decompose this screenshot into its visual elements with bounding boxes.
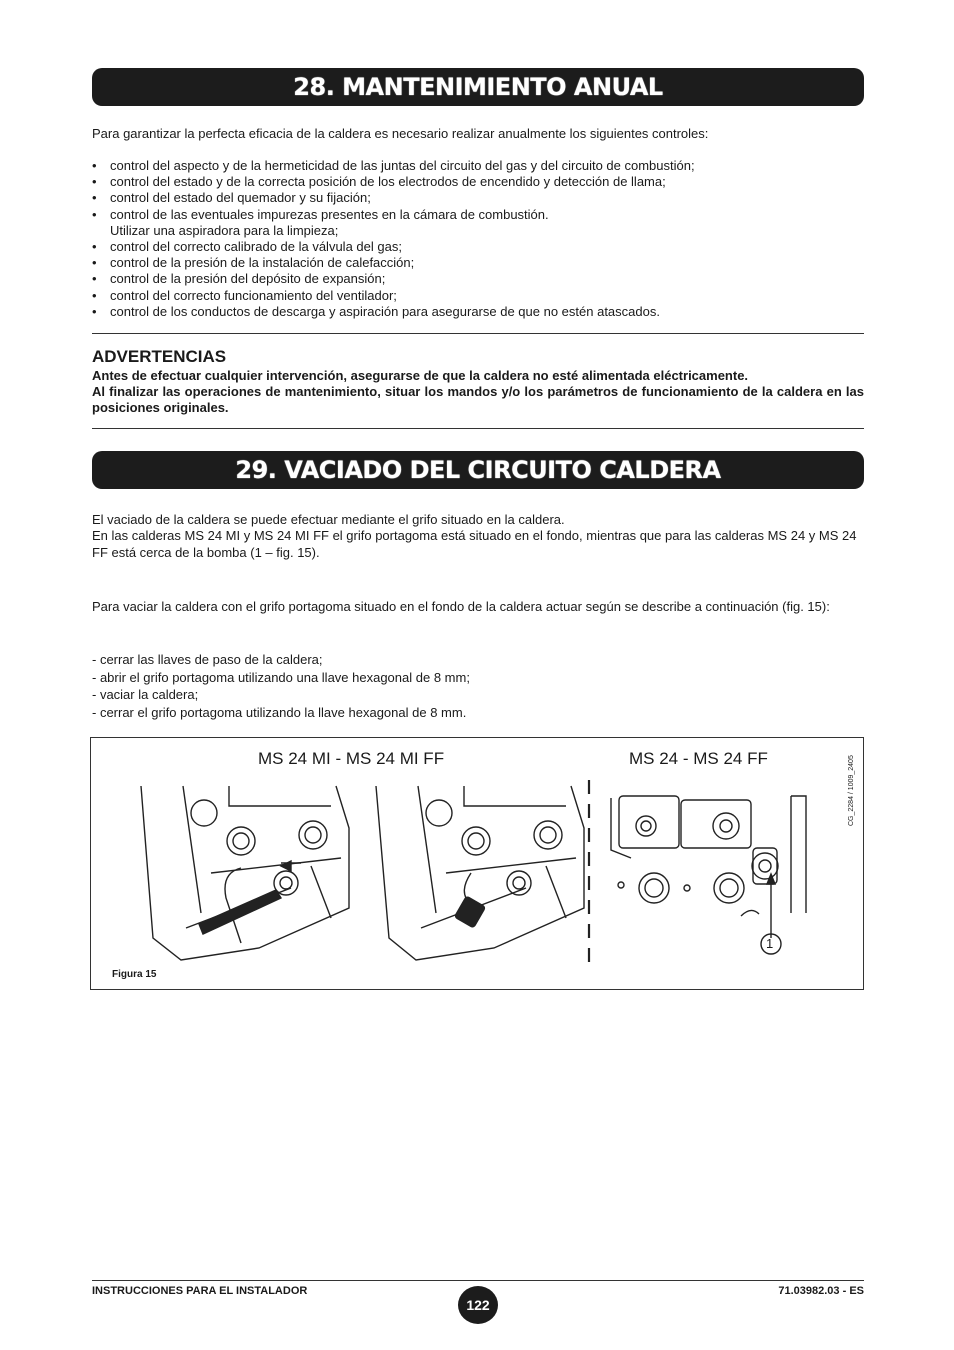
- footer-right-text: 71.03982.03 - ES: [778, 1285, 864, 1297]
- page-number: 122: [458, 1286, 498, 1324]
- section-28-intro: Para garantizar la perfecta eficacia de la caldera es necesario realizar anualmente los siguientes controles:: [92, 126, 709, 141]
- list-item: • control de la presión del depósito de expansión;: [92, 271, 864, 287]
- divider: [92, 333, 864, 334]
- list-item: • control del correcto funcionamiento del ventilador;: [92, 288, 864, 304]
- list-item-subnote: Utilizar una aspiradora para la limpieza;: [110, 222, 339, 238]
- figure-heading-right: MS 24 - MS 24 FF: [629, 749, 768, 768]
- list-item: • control del aspecto y de la hermeticidad de las juntas del circuito del gas y del circuito de combustión;: [92, 158, 864, 174]
- divider: [92, 428, 864, 429]
- footer-divider: [92, 1280, 864, 1281]
- list-item: • control del estado y de la correcta posición de los electrodos de encendido y detección de llama;: [92, 174, 864, 190]
- maintenance-checklist: [92, 158, 864, 320]
- list-item: • control de los conductos de descarga y aspiración para asegurarse de que no estén atascados.: [92, 304, 864, 320]
- figure-heading-left: MS 24 MI - MS 24 MI FF: [258, 749, 445, 768]
- section-29-banner: [92, 451, 864, 489]
- list-item: • control del correcto calibrado de la válvula del gas;: [92, 239, 864, 255]
- list-item: • control de las eventuales impurezas presentes en la cámara de combustión. Utilizar una aspiradora para la limpieza;: [92, 207, 864, 239]
- section-28-title: 28. MANTENIMIENTO ANUAL: [293, 73, 663, 101]
- warning-line: Antes de efectuar cualquier intervención, asegurarse de que la caldera no esté alimentada eléctricamente.: [92, 368, 749, 383]
- boiler-bottom-view-2: [376, 786, 584, 960]
- boiler-illustration: [91, 738, 863, 989]
- hex-key-1: [199, 890, 281, 934]
- boiler-pump-view: [611, 796, 806, 916]
- section-29-title: 29. VACIADO DEL CIRCUITO CALDERA: [235, 456, 721, 484]
- warnings-text: [92, 368, 864, 417]
- list-item: • control del estado del quemador y su fijación;: [92, 190, 864, 206]
- list-item: - cerrar el grifo portagoma utilizando la llave hexagonal de 8 mm.: [92, 704, 467, 720]
- draining-steps: [92, 651, 470, 721]
- section-28-banner: [92, 68, 864, 106]
- boiler-bottom-view-1: [141, 786, 349, 960]
- warning-line: Al finalizar las operaciones de mantenimiento, situar los mandos y/o los parámetros de funcionamiento de la caldera en las posiciones originales.: [92, 384, 864, 416]
- list-item: - cerrar las llaves de paso de la caldera;: [92, 652, 323, 667]
- figure-code: CG_2284 / 1009_2405: [848, 755, 855, 826]
- hose-tap: [454, 896, 485, 928]
- callout-number: 1: [766, 936, 774, 951]
- warnings-heading: ADVERTENCIAS: [92, 347, 227, 366]
- list-item: - abrir el grifo portagoma utilizando una llave hexagonal de 8 mm;: [92, 669, 470, 685]
- figure-15: [90, 737, 864, 990]
- section-29-paragraph-1: El vaciado de la caldera se puede efectuar mediante el grifo situado en la caldera. En las calderas MS 24 MI y MS 24 MI FF el grifo portagoma está situado en el fondo, mientras que para las calderas MS 24 y MS 24 FF está cerca de la bomba (1 – fig. 15).: [92, 512, 857, 560]
- section-29-paragraph-2: Para vaciar la caldera con el grifo portagoma situado en el fondo de la caldera actuar según se describe a continuación (fig. 15):: [92, 599, 830, 614]
- footer-left-text: INSTRUCCIONES PARA EL INSTALADOR: [92, 1285, 308, 1297]
- list-item: • control de la presión de la instalación de calefacción;: [92, 255, 864, 271]
- list-item: - vaciar la caldera;: [92, 687, 199, 703]
- figure-caption: Figura 15: [112, 969, 157, 980]
